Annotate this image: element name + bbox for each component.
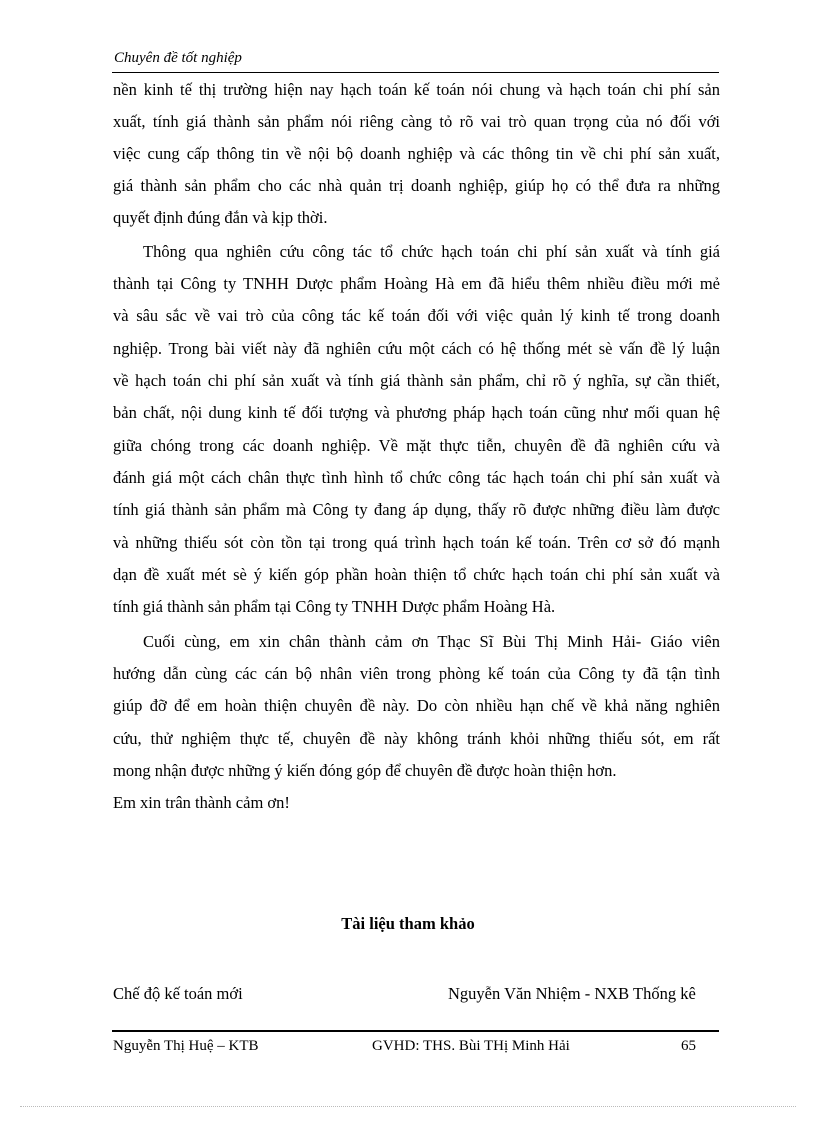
body-line: về hạch toán chi phí sản xuất và tính giá thành sản phẩm, chỉ rõ ý nghĩa, sự cần thiết,	[113, 371, 720, 390]
references-title: Tài liệu tham khảo	[341, 914, 475, 933]
body-line: dạn đề xuất mét sè ý kiến góp phần hoàn thiện tổ chức hạch toán chi phí sản xuất và	[113, 565, 720, 584]
body-line: thành tại Công ty TNHH Dược phẩm Hoàng Hà em đã hiểu thêm nhiều điều mới mẻ	[113, 274, 720, 293]
page-boundary	[20, 1106, 796, 1107]
body-line: giữa chóng trong các doanh nghiệp. Về mặt thực tiễn, chuyên đề đã nghiên cứu và	[113, 436, 720, 455]
page-number: 65	[681, 1038, 696, 1054]
body-line: tính giá thành sản phẩm mà Công ty đang áp dụng, thấy rõ được những điều làm được	[113, 500, 720, 519]
body-line: hướng dẫn cùng các cán bộ nhân viên trong phòng kế toán của Công ty đã tận tình	[113, 664, 720, 683]
closing-thanks: Em xin trân thành cảm ơn!	[113, 793, 290, 812]
body-line: xuất, tính giá thành sản phẩm nói riêng càng tỏ rõ vai trò quan trọng của nó đối với	[113, 112, 720, 131]
body-line: Thông qua nghiên cứu công tác tổ chức hạch toán chi phí sản xuất và tính giá	[143, 242, 720, 261]
header-rule	[112, 72, 719, 73]
body-line: việc cung cấp thông tin về nội bộ doanh nghiệp và các thông tin về chi phí sản xuất,	[113, 144, 720, 163]
reference-source: Nguyễn Văn Nhiệm - NXB Thống kê	[448, 984, 696, 1003]
footer-rule	[112, 1030, 719, 1032]
body-line: quyết định đúng đắn và kịp thời.	[113, 208, 328, 227]
body-line: và sâu sắc về vai trò của công tác kế toán đối với việc quản lý kinh tế trong doanh	[113, 306, 720, 325]
reference-title: Chế độ kế toán mới	[113, 984, 243, 1003]
body-line: đánh giá một cách chân thực tình hình tổ chức công tác hạch toán chi phí sản xuất và	[113, 468, 720, 487]
body-line: Cuối cùng, em xin chân thành cảm ơn Thạc Sĩ Bùi Thị Minh Hải- Giáo viên	[143, 632, 720, 651]
body-line: cứu, thử nghiệm thực tế, chuyên đề này không tránh khỏi những thiếu sót, em rất	[113, 729, 720, 748]
body-line: giá thành sản phẩm cho các nhà quản trị doanh nghiệp, giúp họ có thể đưa ra những	[113, 176, 720, 195]
body-line: tính giá thành sản phẩm tại Công ty TNHH Dược phẩm Hoàng Hà.	[113, 597, 556, 616]
body-line: nghiệp. Trong bài viết này đã nghiên cứu một cách có hệ thống mét sè vấn đề lý luận	[113, 339, 720, 358]
body-line: mong nhận được những ý kiến đóng góp để chuyên đề được hoàn thiện hơn.	[113, 761, 617, 780]
footer-author: Nguyễn Thị Huệ – KTB	[113, 1038, 259, 1054]
body-line: nền kinh tế thị trường hiện nay hạch toán kế toán nói chung và hạch toán chi phí sản	[113, 80, 720, 99]
body-line: giúp đỡ để em hoàn thiện chuyên đề này. Do còn nhiều hạn chế về khả năng nghiên	[113, 696, 720, 715]
footer-advisor: GVHD: THS. Bùi THị Minh Hải	[372, 1038, 570, 1054]
body-line: bản chất, nội dung kinh tế đối tượng và phương pháp hạch toán cũng như mối quan hệ	[113, 403, 720, 422]
body-line: và những thiếu sót còn tồn tại trong quá trình hạch toán kế toán. Trên cơ sở đó mạnh	[113, 533, 720, 552]
running-header: Chuyên đề tốt nghiệp	[114, 50, 242, 66]
